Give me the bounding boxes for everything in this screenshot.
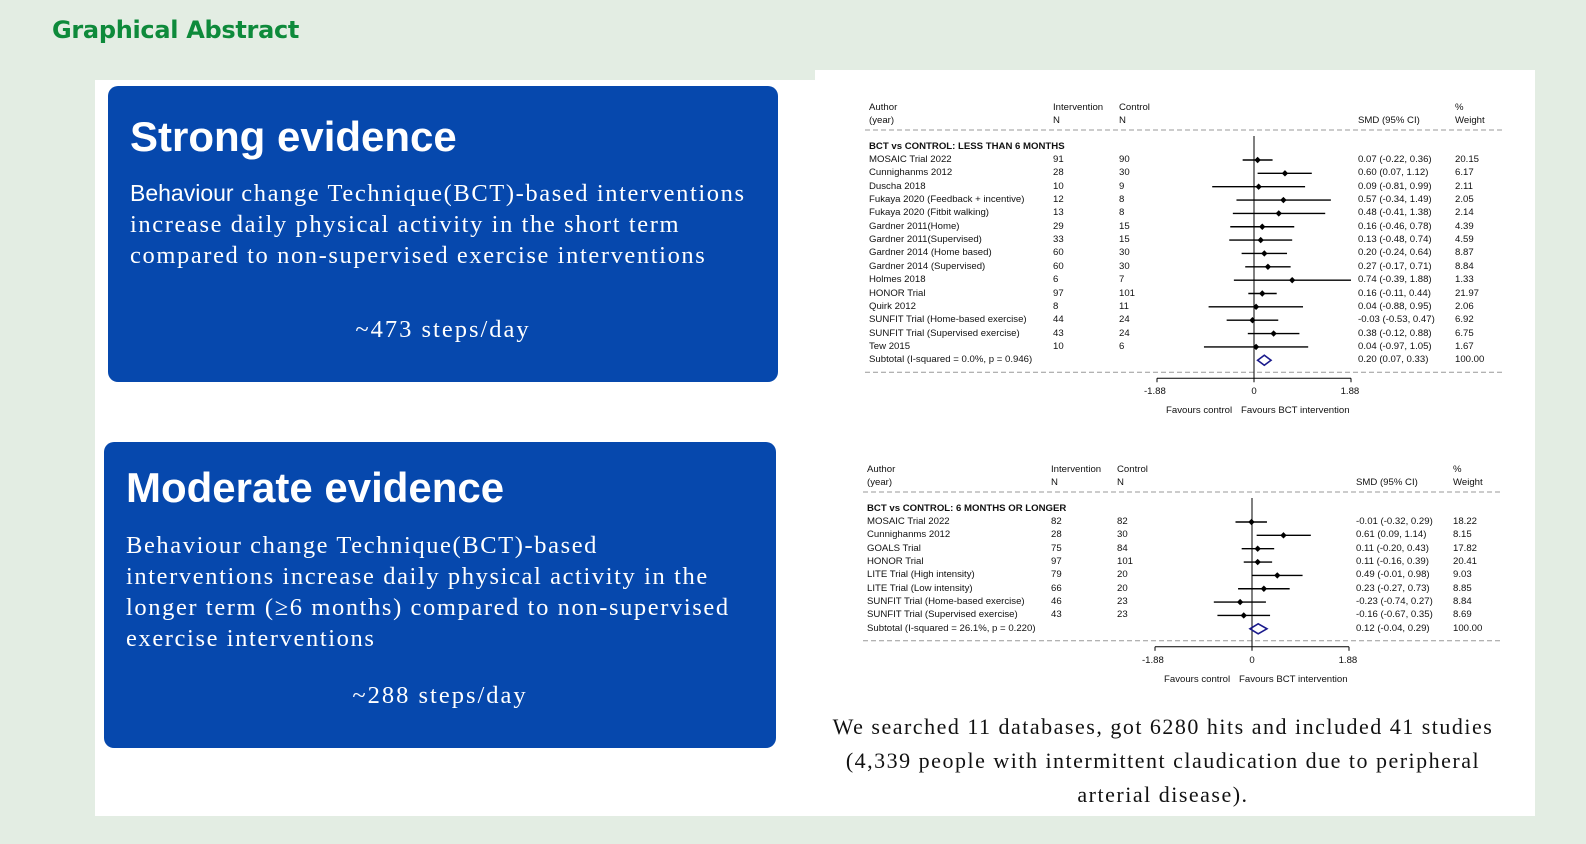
study-weight: 4.59 [1455,234,1474,246]
col-header-year: (year) [867,477,893,488]
point-estimate [1254,559,1260,565]
point-estimate [1280,532,1286,538]
point-estimate [1249,317,1255,323]
study-name: Gardner 2014 (Home based) [869,247,992,259]
study-weight: 1.33 [1455,274,1474,286]
forest-panel-top [815,70,1535,82]
smd-ci: 0.57 (-0.34, 1.49) [1358,194,1432,206]
smd-ci: 0.49 (-0.01, 0.98) [1356,569,1430,581]
control-n: 11 [1119,300,1129,312]
study-name: SUNFIT Trial (Supervised exercise) [867,609,1018,621]
study-weight: 8.84 [1453,596,1472,608]
control-n: 8 [1119,207,1125,219]
intervention-n: 91 [1053,154,1064,165]
point-estimate [1276,210,1282,216]
intervention-n: 29 [1053,220,1064,232]
study-name: SUNFIT Trial (Supervised exercise) [869,327,1020,339]
smd-ci: 0.04 (-0.88, 0.95) [1358,300,1432,312]
smd-ci: 0.13 (-0.48, 0.74) [1358,234,1432,246]
intervention-n: 43 [1053,327,1064,339]
col-header-control-n: N [1117,477,1124,488]
control-n: 9 [1119,180,1125,192]
strong-evidence-lead: Behaviour [130,180,234,206]
strong-evidence-body: change Technique(BCT)-based interventions increase daily physical activity in the short term compared to non-supervised exercise interventions [130,180,746,269]
study-weight: 1.67 [1455,340,1474,352]
subgroup-label: BCT vs CONTROL: LESS THAN 6 MONTHS [869,141,1065,152]
smd-ci: 0.61 (0.09, 1.14) [1356,529,1427,541]
subtotal-label: Subtotal (I-squared = 26.1%, p = 0.220) [867,622,1036,634]
intervention-n: 28 [1051,529,1062,541]
study-name: Cunnighanms 2012 [867,529,951,541]
point-estimate [1280,197,1286,203]
study-weight: 2.11 [1455,180,1473,192]
col-header-control: Control [1119,102,1150,113]
smd-ci: 0.74 (-0.39, 1.88) [1358,274,1432,286]
point-estimate [1255,184,1261,190]
smd-ci: 0.04 (-0.97, 1.05) [1358,340,1432,352]
intervention-n: 97 [1053,287,1064,299]
study-weight: 21.97 [1455,287,1480,299]
control-n: 15 [1119,220,1130,232]
x-tick-label: -1.88 [1141,654,1164,666]
point-estimate [1259,224,1265,230]
intervention-n: 97 [1051,556,1062,568]
intervention-n: 44 [1053,314,1064,326]
study-weight: 8.87 [1455,247,1474,259]
col-header-intervention-n: N [1051,477,1058,488]
control-n: 30 [1119,167,1130,179]
study-name: Cunnighanms 2012 [869,167,953,179]
intervention-n: 43 [1051,609,1062,621]
control-n: 84 [1117,542,1128,554]
col-header-author: Author [869,102,898,113]
study-weight: 8.69 [1453,609,1472,621]
study-name: HONOR Trial [867,556,924,568]
point-estimate [1265,264,1271,270]
x-tick-label: 0 [1249,654,1255,666]
moderate-evidence-heading: Moderate evidence [126,464,505,511]
study-weight: 18.22 [1453,516,1478,527]
intervention-n: 8 [1053,300,1059,312]
smd-ci: 0.11 (-0.20, 0.43) [1356,542,1429,554]
control-n: 6 [1119,340,1125,352]
subtotal-ci: 0.12 (-0.04, 0.29) [1356,622,1430,634]
smd-ci: 0.16 (-0.46, 0.78) [1358,220,1432,232]
study-weight: 4.39 [1455,220,1474,232]
control-n: 101 [1119,287,1136,299]
col-header-intervention: Intervention [1051,464,1102,475]
forest-plot-long-term [853,458,1503,698]
smd-ci: -0.03 (-0.53, 0.47) [1358,314,1435,326]
study-weight: 9.03 [1453,569,1472,581]
study-name: MOSAIC Trial 2022 [867,516,950,527]
study-weight: 17.82 [1453,542,1478,554]
x-tick-label: 0 [1251,386,1257,398]
control-n: 24 [1119,314,1130,326]
moderate-evidence-card [104,442,776,748]
point-estimate [1248,519,1254,525]
x-label-favours-control: Favours control [1164,673,1231,685]
control-n: 23 [1117,596,1128,608]
control-n: 15 [1119,234,1130,246]
study-weight: 20.41 [1453,556,1478,568]
smd-ci: 0.11 (-0.16, 0.39) [1356,556,1429,568]
study-name: Quirk 2012 [869,300,916,312]
study-weight: 8.85 [1453,582,1472,594]
col-header-smd: SMD (95% CI) [1356,477,1418,488]
x-tick-label: 1.88 [1338,654,1358,666]
col-header-control-n: N [1119,115,1126,126]
control-n: 30 [1117,529,1128,541]
smd-ci: 0.07 (-0.22, 0.36) [1358,154,1432,165]
control-n: 20 [1117,582,1128,594]
col-header-weight: Weight [1455,115,1485,126]
point-estimate [1254,546,1260,552]
intervention-n: 60 [1053,247,1064,259]
smd-ci: 0.48 (-0.41, 1.38) [1358,207,1432,219]
col-header-intervention: Intervention [1053,102,1104,113]
point-estimate [1259,290,1265,296]
study-name: GOALS Trial [867,542,921,554]
study-name: LITE Trial (Low intensity) [867,582,973,594]
forest-plot-svg [855,96,1505,438]
point-estimate [1241,612,1247,618]
control-n: 24 [1119,327,1130,339]
col-header-author: Author [867,464,896,475]
study-weight: 2.14 [1455,207,1474,219]
study-name: Gardner 2014 (Supervised) [869,260,986,272]
strong-evidence-steps: ~473 steps/day [355,316,531,343]
intervention-n: 75 [1051,542,1062,554]
study-name: MOSAIC Trial 2022 [869,154,952,165]
forest-plot-svg [853,458,1503,707]
study-name: Fukaya 2020 (Fitbit walking) [869,207,989,219]
control-n: 23 [1117,609,1128,621]
search-summary-caption: We searched 11 databases, got 6280 hits and included 41 studies (4,339 people with intermittent claudication due to peripheral arterial disease). [832,714,1494,807]
point-estimate [1282,170,1288,176]
col-header-pct: % [1453,464,1462,475]
intervention-n: 10 [1053,180,1064,192]
subtotal-diamond [1258,355,1271,365]
intervention-n: 79 [1051,569,1062,581]
graphical-abstract-title: Graphical Abstract [52,16,300,44]
study-weight: 2.05 [1455,194,1474,206]
smd-ci: 0.20 (-0.24, 0.64) [1358,247,1432,259]
study-name: LITE Trial (High intensity) [867,569,975,581]
point-estimate [1254,157,1260,163]
smd-ci: 0.09 (-0.81, 0.99) [1358,180,1432,192]
subgroup-label: BCT vs CONTROL: 6 MONTHS OR LONGER [867,503,1067,514]
strong-evidence-card [108,86,778,382]
study-weight: 8.15 [1453,529,1472,541]
study-name: Tew 2015 [869,340,911,352]
control-n: 101 [1117,556,1134,568]
study-weight: 8.84 [1455,260,1474,272]
study-weight: 2.06 [1455,300,1474,312]
intervention-n: 33 [1053,234,1064,246]
col-header-year: (year) [869,115,895,126]
intervention-n: 12 [1053,194,1064,206]
point-estimate [1258,237,1264,243]
smd-ci: 0.16 (-0.11, 0.44) [1358,287,1431,299]
point-estimate [1261,586,1267,592]
study-name: Holmes 2018 [869,274,926,286]
subtotal-ci: 0.20 (0.07, 0.33) [1358,354,1429,366]
control-n: 8 [1119,194,1125,206]
strong-evidence-text [130,178,750,271]
smd-ci: 0.60 (0.07, 1.12) [1358,167,1429,179]
col-header-control: Control [1117,464,1148,475]
col-header-pct: % [1455,102,1464,113]
point-estimate [1289,277,1295,283]
subtotal-label: Subtotal (I-squared = 0.0%, p = 0.946) [869,354,1033,366]
subtotal-weight: 100.00 [1455,354,1485,366]
col-header-weight: Weight [1453,477,1483,488]
control-n: 20 [1117,569,1128,581]
x-label-favours-bct: Favours BCT intervention [1239,673,1348,685]
intervention-n: 6 [1053,274,1059,286]
control-n: 30 [1119,247,1130,259]
control-n: 7 [1119,274,1125,286]
study-name: SUNFIT Trial (Home-based exercise) [869,314,1027,326]
study-name: Gardner 2011(Supervised) [869,234,982,246]
intervention-n: 28 [1053,167,1064,179]
intervention-n: 13 [1053,207,1064,219]
moderate-evidence-body: Behaviour change Technique(BCT)-based interventions increase daily physical activity in the longer term (≥6 months) compared to non-supervised exercise interventions [126,532,730,652]
point-estimate [1270,330,1276,336]
smd-ci: -0.01 (-0.32, 0.29) [1356,516,1433,527]
forest-plot-short-term [855,96,1505,426]
study-weight: 6.92 [1455,314,1474,326]
subtotal-weight: 100.00 [1453,622,1483,634]
smd-ci: 0.38 (-0.12, 0.88) [1358,327,1432,339]
study-name: Duscha 2018 [869,180,926,192]
control-n: 82 [1117,516,1128,527]
study-name: HONOR Trial [869,287,926,299]
smd-ci: -0.23 (-0.74, 0.27) [1356,596,1433,608]
intervention-n: 10 [1053,340,1064,352]
point-estimate [1237,599,1243,605]
intervention-n: 66 [1051,582,1062,594]
study-name: SUNFIT Trial (Home-based exercise) [867,596,1025,608]
x-label-favours-bct: Favours BCT intervention [1241,405,1350,417]
x-tick-label: -1.88 [1143,386,1166,398]
x-label-favours-control: Favours control [1166,405,1233,417]
control-n: 90 [1119,154,1130,165]
moderate-evidence-steps: ~288 steps/day [352,682,528,709]
study-weight: 6.17 [1455,167,1474,179]
study-name: Gardner 2011(Home) [869,220,960,232]
intervention-n: 60 [1053,260,1064,272]
strong-evidence-heading: Strong evidence [130,113,457,160]
smd-ci: -0.16 (-0.67, 0.35) [1356,609,1433,621]
smd-ci: 0.27 (-0.17, 0.71) [1358,260,1432,272]
x-tick-label: 1.88 [1340,386,1360,398]
study-weight: 20.15 [1455,154,1480,165]
intervention-n: 46 [1051,596,1062,608]
control-n: 30 [1119,260,1130,272]
point-estimate [1261,250,1267,256]
intervention-n: 82 [1051,516,1062,527]
point-estimate [1274,572,1280,578]
col-header-intervention-n: N [1053,115,1060,126]
smd-ci: 0.23 (-0.27, 0.73) [1356,582,1430,594]
study-weight: 6.75 [1455,327,1474,339]
moderate-evidence-text [126,530,746,654]
col-header-smd: SMD (95% CI) [1358,115,1420,126]
study-name: Fukaya 2020 (Feedback + incentive) [869,194,1025,206]
